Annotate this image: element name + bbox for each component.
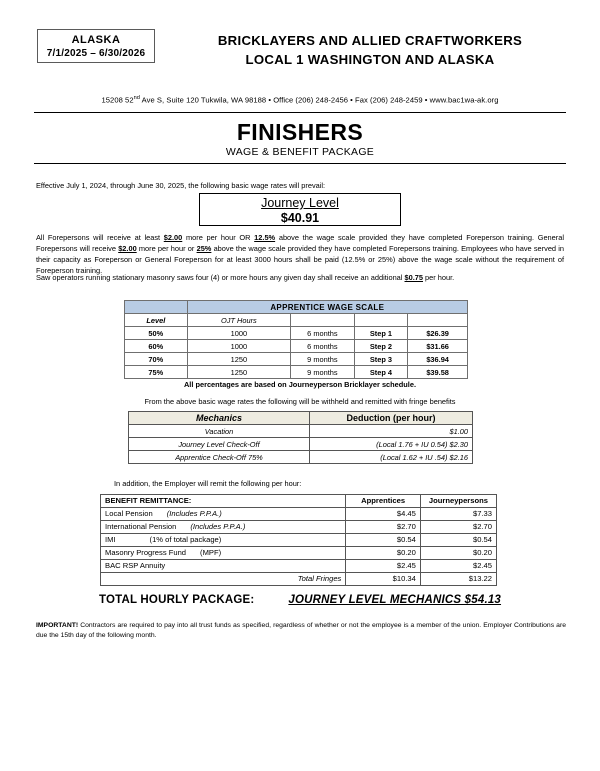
benefit-name: Local Pension: [105, 509, 153, 519]
total-package-label: TOTAL HOURLY PACKAGE:: [98, 594, 255, 606]
state-label: ALASKA: [71, 34, 121, 46]
table-row: [101, 521, 497, 534]
mechanics-deduction: [310, 425, 473, 438]
divider-top: [34, 112, 566, 113]
table-total-row: [101, 573, 497, 586]
apprentice-months: 6 months: [291, 327, 354, 340]
apprentice-title-spacer: [125, 301, 188, 314]
date-range-label: 7/1/2025 – 6/30/2026: [46, 48, 146, 59]
benefit-item: [101, 521, 346, 534]
col-header-journeypersons: Journeypersons: [420, 495, 496, 508]
apprentice-level: 70%: [125, 353, 188, 366]
total-fringes-label: Total Fringes: [101, 573, 346, 586]
apprentice-ojt: 1000: [187, 340, 291, 353]
fp-text-d: more per hour or: [136, 244, 197, 253]
benefit-journeypersons-amount: $2.70: [420, 521, 496, 534]
benefit-apprentices-amount: $2.70: [346, 521, 421, 534]
table-row: [101, 508, 497, 521]
mechanics-amount: $2.30: [449, 439, 468, 449]
apprentice-wage-scale-table: [124, 300, 468, 379]
apprentice-step: Step 1: [354, 327, 408, 340]
table-header-row: [125, 301, 468, 314]
table-row: [129, 438, 473, 451]
benefit-detail: (Includes P.P.A.): [190, 522, 246, 532]
apprentice-months: 9 months: [291, 353, 354, 366]
benefit-name: IMI: [105, 535, 116, 545]
benefit-journeypersons-amount: $0.54: [420, 534, 496, 547]
page-title: FINISHERS: [236, 119, 364, 145]
mechanics-deduction: [310, 451, 473, 464]
benefit-journeypersons-amount: $2.45: [420, 560, 496, 573]
apprentice-amount: $39.58: [408, 366, 468, 379]
table-header-row: [101, 495, 497, 508]
mechanics-amount: $1.00: [449, 426, 468, 436]
total-package-value: JOURNEY LEVEL MECHANICS $54.13: [288, 594, 502, 606]
benefit-detail: (MPF): [200, 548, 222, 558]
apprentice-amount: $26.39: [408, 327, 468, 340]
col-header-level: Level: [125, 314, 188, 327]
apprentice-ojt: 1250: [187, 353, 291, 366]
benefit-detail: [165, 561, 179, 570]
journey-level-label: Journey Level: [261, 196, 339, 210]
total-fringes-journeypersons: $13.22: [420, 573, 496, 586]
table-row: [129, 451, 473, 464]
apprentice-step: Step 2: [354, 340, 408, 353]
apprentice-ojt: 1250: [187, 366, 291, 379]
saw-amount: $0.75: [404, 273, 423, 282]
withheld-note: From the above basic wage rates the following will be withheld and remitted with fringe benefits: [144, 397, 456, 406]
col-header-deduction: Deduction (per hour): [310, 412, 473, 425]
apprentice-level: 75%: [125, 366, 188, 379]
important-note: [36, 621, 566, 641]
apprentice-months: 6 months: [291, 340, 354, 353]
col-header-apprentices: Apprentices: [346, 495, 421, 508]
effective-date-text: Effective July 1, 2024, through June 30, 2025, the following basic wage rates will prevail:: [36, 181, 326, 190]
table-row: [101, 534, 497, 547]
benefit-journeypersons-amount: $0.20: [420, 547, 496, 560]
address-remainder: Ave S, Suite 120 Tukwila, WA 98188 • Office (206) 248-2456 • Fax (206) 248-2459 • www.bac1wa-ak.org: [139, 95, 499, 105]
percentages-note: All percentages are based on Journeyperson Bricklayer schedule.: [183, 380, 417, 389]
total-hourly-package: [0, 594, 600, 606]
saw-text-a: Saw operators running stationary masonry saws four (4) or more hours any given day shall receive an additional: [36, 273, 405, 282]
mechanics-deduction: [310, 438, 473, 451]
mechanics-detail: (Local 1.62 + IU .54): [380, 452, 448, 462]
benefit-name: Masonry Progress Fund: [105, 548, 187, 558]
divider-bottom: [34, 163, 566, 164]
important-text: Contractors are required to pay into all trust funds as specified, regardless of whether or not the employee is a member of the union. Employer Contributions are due the 15th day of the following month.: [36, 622, 566, 639]
organization-line-2: LOCAL 1 WASHINGTON AND ALASKA: [245, 52, 495, 67]
organization-title: [160, 31, 580, 69]
mechanics-detail: (Local 1.76 + IU 0.54): [376, 439, 448, 449]
saw-text-b: per hour.: [423, 273, 455, 282]
col-header-benefit: BENEFIT REMITTANCE:: [101, 495, 346, 508]
mechanics-item: Apprentice Check-Off 75%: [129, 451, 310, 464]
mechanics-amount: $2.16: [449, 452, 468, 462]
benefit-name: International Pension: [105, 522, 177, 532]
page-subtitle: WAGE & BENEFIT PACKAGE: [225, 146, 375, 158]
apprentice-ojt: 1000: [187, 327, 291, 340]
benefit-remittance-table: [100, 494, 497, 586]
fp-amount-1: $2.00: [163, 233, 183, 242]
mechanics-item: Journey Level Check-Off: [129, 438, 310, 451]
address-prefix: 15208 52: [101, 95, 134, 105]
col-header-ojt-hours: OJT Hours: [187, 314, 291, 327]
saw-operator-note: [36, 272, 564, 283]
table-row: [129, 425, 473, 438]
benefit-detail: (Includes P.P.A.): [166, 509, 222, 519]
apprentice-step: Step 4: [354, 366, 408, 379]
col-header-amount: [408, 314, 468, 327]
fp-text-a: All Forepersons will receive at least: [36, 233, 164, 242]
fp-text-b: more per hour OR: [182, 233, 255, 242]
benefit-item: [101, 534, 346, 547]
state-date-box: [37, 29, 155, 63]
apprentice-step: Step 3: [354, 353, 408, 366]
page-header: [0, 0, 600, 80]
important-prefix: IMPORTANT!: [36, 622, 79, 629]
benefit-journeypersons-amount: $7.33: [420, 508, 496, 521]
benefit-apprentices-amount: $2.45: [346, 560, 421, 573]
table-row: [125, 366, 468, 379]
apprentice-amount: $36.94: [408, 353, 468, 366]
fp-amount-2: $2.00: [118, 244, 137, 253]
table-row: [125, 340, 468, 353]
benefit-apprentices-amount: $4.45: [346, 508, 421, 521]
address-line: [0, 95, 600, 105]
in-addition-note: In addition, the Employer will remit the following per hour:: [114, 479, 302, 488]
apprentice-table-title: APPRENTICE WAGE SCALE: [187, 301, 467, 314]
table-row: [101, 560, 497, 573]
journey-level-box: [199, 193, 401, 226]
table-row: [101, 547, 497, 560]
fp-text-c: above the wage scale provided they have completed Foreperson training. General Forepersons will receive: [36, 233, 564, 253]
total-fringes-apprentices: $10.34: [346, 573, 421, 586]
fp-percent-2: 25%: [196, 244, 212, 253]
apprentice-amount: $31.66: [408, 340, 468, 353]
journey-level-rate: $40.91: [280, 211, 320, 225]
fp-text-e: above the wage scale provided they have completed Forepersons training. Employees who have served in their capacity as Foreperson or General Foreperson for at least 3000 hours shall be paid (12.5% or 25%) above the wage scale without the requirement of Foreperson training.: [36, 244, 564, 275]
apprentice-months: 9 months: [291, 366, 354, 379]
benefit-detail: (1% of total package): [149, 535, 222, 545]
benefit-apprentices-amount: $0.20: [346, 547, 421, 560]
foreperson-note: [36, 232, 564, 276]
mechanics-deduction-table: [128, 411, 473, 464]
col-header-step: [354, 314, 408, 327]
benefit-apprentices-amount: $0.54: [346, 534, 421, 547]
apprentice-level: 50%: [125, 327, 188, 340]
apprentice-level: 60%: [125, 340, 188, 353]
table-header-row: [129, 412, 473, 425]
organization-line-1: BRICKLAYERS AND ALLIED CRAFTWORKERS: [217, 33, 523, 48]
benefit-name: BAC RSP Annuity: [105, 561, 166, 571]
benefit-item: [101, 560, 346, 573]
benefit-item: [101, 508, 346, 521]
table-subheader-row: [125, 314, 468, 327]
table-row: [125, 353, 468, 366]
fp-percent-1: 12.5%: [254, 233, 276, 242]
mechanics-item: Vacation: [129, 425, 310, 438]
address-ordinal-suffix: nd: [133, 95, 140, 101]
col-header-mechanics: Mechanics: [129, 412, 310, 425]
table-row: [125, 327, 468, 340]
benefit-item: [101, 547, 346, 560]
col-header-months: [291, 314, 354, 327]
